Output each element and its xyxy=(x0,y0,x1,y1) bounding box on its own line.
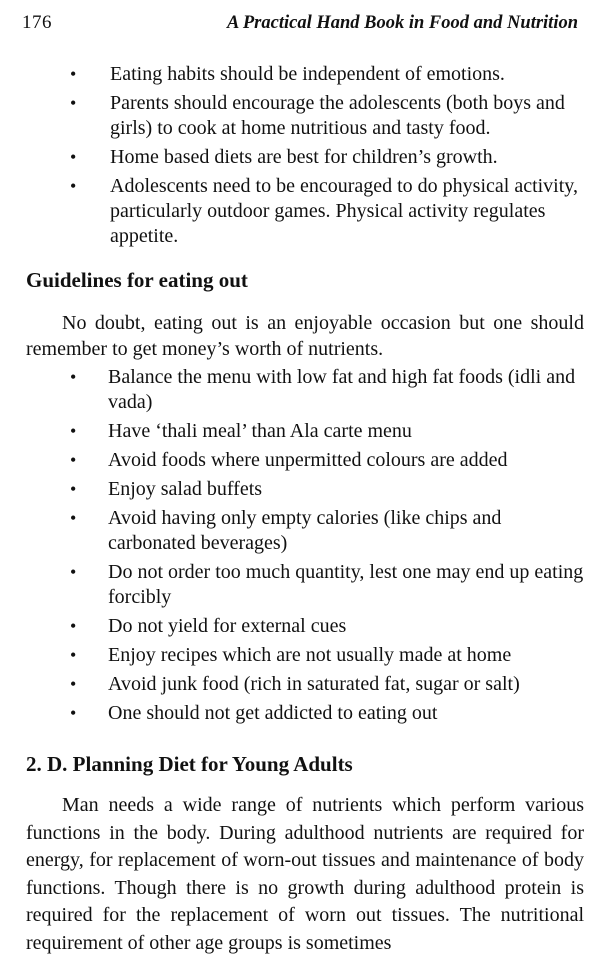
list-item: • Do not yield for external cues xyxy=(70,615,347,637)
bullet-icon: • xyxy=(70,367,77,387)
list-item: • Have ‘thali meal’ than Ala carte menu xyxy=(70,420,412,442)
section-heading-eating-out: Guidelines for eating out xyxy=(26,268,248,292)
list-item: • Avoid having only empty calories (like chips and carbonated beverages) xyxy=(70,507,502,554)
section-heading-young-adults: 2. D. Planning Diet for Young Adults xyxy=(26,752,353,776)
list-item: • Avoid junk food (rich in saturated fat, sugar or salt) xyxy=(70,673,520,695)
eating-out-guidelines-list xyxy=(70,365,584,730)
list-item: • One should not get addicted to eating out xyxy=(70,702,438,724)
list-item: • Home based diets are best for children’s growth. xyxy=(70,146,498,168)
list-item: • Eating habits should be independent of emotions. xyxy=(70,63,505,85)
bullet-icon: • xyxy=(70,562,77,582)
eating-out-intro-paragraph: No doubt, eating out is an enjoyable occasion but one should remember to get money’s worth of nutrients. xyxy=(26,312,584,360)
bullet-icon: • xyxy=(70,674,77,694)
young-adults-paragraph: Man needs a wide range of nutrients which perform various functions in the body. During adulthood nutrients are required for energy, for replacement of worn-out tissues and maintenance of body functions. Though there is no growth during adulthood protein is required for the replacement of worn out tissues. The nutritional requirement of other age groups is sometimes xyxy=(26,794,584,954)
list-item: • Parents should encourage the adolescents (both boys and girls) to cook at home nutritious and tasty food. xyxy=(70,92,565,139)
list-item: • Adolescents need to be encouraged to do physical activity, particularly outdoor games. Physical activity regulates appetite. xyxy=(70,175,578,247)
page-header xyxy=(22,12,578,38)
list-item: • Avoid foods where unpermitted colours are added xyxy=(70,449,508,471)
bullet-icon: • xyxy=(70,508,77,528)
list-item: • Do not order too much quantity, lest one may end up eating forcibly xyxy=(70,561,584,608)
page-number: 176 xyxy=(22,12,52,33)
bullet-icon: • xyxy=(70,703,77,723)
list-item: • Balance the menu with low fat and high fat foods (idli and vada) xyxy=(70,366,576,413)
bullet-icon: • xyxy=(70,64,77,84)
list-item: • Enjoy salad buffets xyxy=(70,478,263,500)
bullet-icon: • xyxy=(70,176,77,196)
bullet-icon: • xyxy=(70,645,77,665)
bullet-icon: • xyxy=(70,147,77,167)
bullet-icon: • xyxy=(70,93,77,113)
bullet-icon: • xyxy=(70,479,77,499)
bullet-icon: • xyxy=(70,616,77,636)
bullet-icon: • xyxy=(70,421,77,441)
bullet-icon: • xyxy=(70,450,77,470)
adolescent-guidelines-list xyxy=(70,62,582,253)
list-item: • Enjoy recipes which are not usually made at home xyxy=(70,644,512,666)
running-title: A Practical Hand Book in Food and Nutrition xyxy=(226,13,578,33)
